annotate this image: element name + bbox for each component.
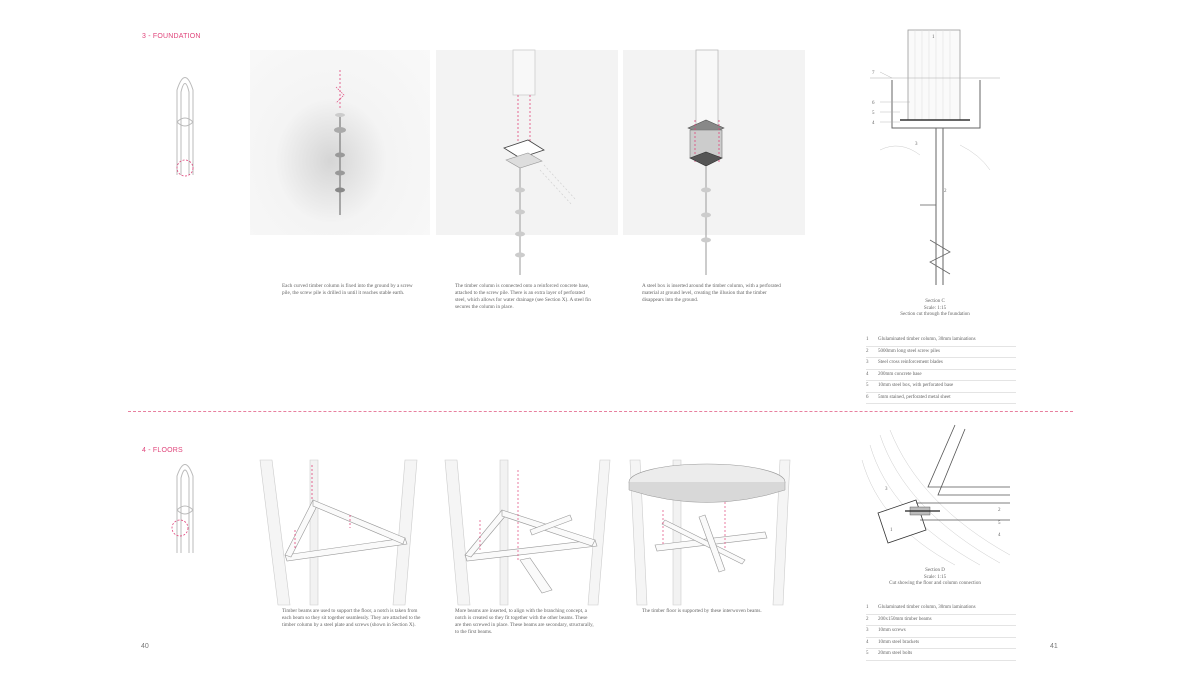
foundation-step3-render <box>623 50 805 235</box>
floors-caption-2: More beams are inserted, to align with the branching concept, a notch is created so they fit together with the other beams. These are then screwed in place. These beams are secondary, structurally, to the first beams. <box>455 608 594 635</box>
section-d-title: Section D <box>925 568 945 573</box>
legend-row: 4 10mm steel brackets <box>866 638 1016 650</box>
floors-caption-1: Timber beams are used to support the floor, a notch is taken from each beam so they sit together seamlessly. They are attached to the timber column by a steel plate and screws (shown in Section X). <box>282 608 421 628</box>
floors-step1-render <box>255 460 435 605</box>
foundation-caption-2: The timber column is connected onto a reinforced concrete base, attached to the screw pile. There is an extra layer of perforated steel, which allows for water drainage (see Section X). A steel fin secures the column in place. <box>455 283 591 310</box>
section-d-label-5: 5 <box>998 521 1001 526</box>
foundation-step1-render <box>250 50 430 235</box>
arch-key-icon-floors <box>165 448 205 558</box>
legend-row: 5 10mm steel box, with perforated base <box>866 381 1016 393</box>
legend-row: 1 Glulaminated timber column, 30mm laminations <box>866 335 1016 347</box>
section-d-scale: Scale: 1:15 <box>923 574 947 580</box>
section-c-label-1: 1 <box>932 35 935 40</box>
foundation-caption-3: A steel box is inserted around the timber column, with a perforated material at ground level, creating the illusion that the timber disappears into the ground. <box>642 283 781 303</box>
floors-caption-3: The timber floor is supported by these interwoven beams. <box>642 608 762 614</box>
section-c-label-5: 5 <box>872 111 875 116</box>
section-d-caption <box>860 568 1010 588</box>
section-d-legend <box>866 603 1016 661</box>
column-base-illustration <box>496 50 596 285</box>
section-c-label-3: 3 <box>915 142 918 147</box>
section-divider <box>128 411 1073 412</box>
legend-row: 6 5mm stained, perforated metal sheet <box>866 393 1016 405</box>
section-d-drawing <box>860 425 1020 565</box>
legend-row: 2 5000mm long steel screw piles <box>866 347 1016 359</box>
section-c-legend <box>866 335 1016 404</box>
section-d-label-2: 2 <box>998 508 1001 513</box>
section-c-drawing <box>860 30 1040 295</box>
section-c-title: Section C <box>925 299 945 304</box>
floors-step2-render <box>440 460 620 605</box>
legend-row: 3 Steel cross reinforcement blades <box>866 358 1016 370</box>
section-d-label-1: 1 <box>890 528 893 533</box>
legend-row: 1 Glulaminated timber column, 30mm laminations <box>866 603 1016 615</box>
legend-row: 3 10mm screws <box>866 626 1016 638</box>
section-c-scale: Scale: 1:15 <box>923 305 947 311</box>
steel-box-illustration <box>678 50 748 285</box>
section-d-label-4: 4 <box>998 533 1001 538</box>
section-c-desc: Section cut through the foundation <box>900 312 970 317</box>
page-number-right: 41 <box>1050 643 1058 650</box>
floors-step3-render <box>625 460 805 605</box>
screw-pile-illustration <box>320 65 360 225</box>
section-c-label-2: 2 <box>944 189 947 194</box>
section-c-label-4: 4 <box>872 121 875 126</box>
arch-key-icon-foundation <box>165 60 205 180</box>
page-number-left: 40 <box>141 643 149 650</box>
floors-title: 4 - FLOORS <box>142 447 183 454</box>
legend-row: 4 200mm concrete base <box>866 370 1016 382</box>
section-c-label-7: 7 <box>872 71 875 76</box>
legend-row: 5 20mm steel bolts <box>866 649 1016 661</box>
foundation-step2-render <box>436 50 618 235</box>
section-c-label-6: 6 <box>872 101 875 106</box>
foundation-caption-1: Each curved timber column is fixed into the ground by a screw pile, the screw pile is drilled in until it reaches stable earth. <box>282 283 413 296</box>
legend-row: 2 200x150mm timber beams <box>866 615 1016 627</box>
section-c-caption <box>860 299 1010 319</box>
section-d-label-3: 3 <box>885 487 888 492</box>
section-d-desc: Cut showing the floor and column connection <box>889 581 981 586</box>
foundation-title: 3 - FOUNDATION <box>142 33 201 40</box>
